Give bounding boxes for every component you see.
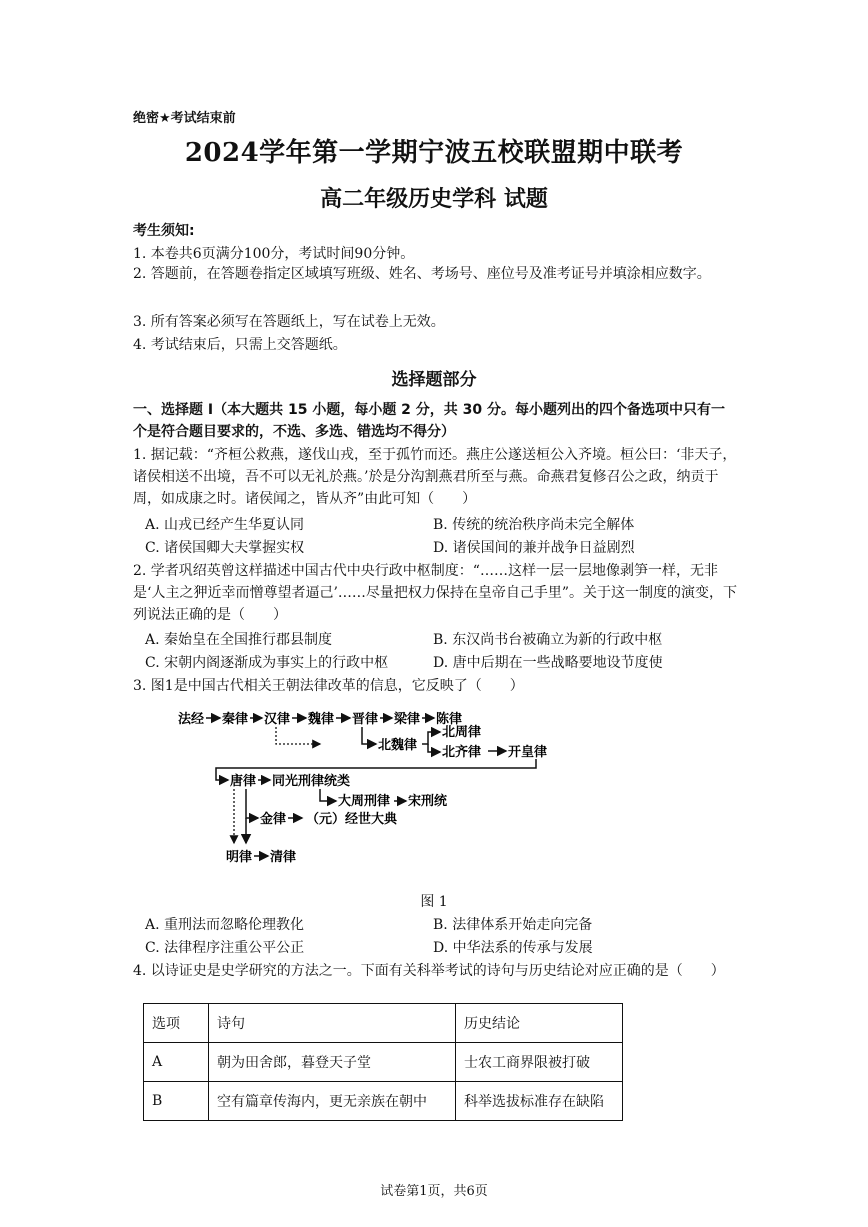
diagram-node-qin: 秦律: [222, 712, 249, 727]
table-header-row: [144, 1004, 623, 1043]
notice-item-1: 1. 本卷共6页满分100分，考试时间90分钟。: [133, 246, 415, 262]
question-2-option-c: C. 宋朝内阁逐渐成为事实上的行政中枢: [145, 655, 389, 671]
question-3-option-a: A. 重刑法而忽略伦理教化: [145, 917, 305, 933]
exam-subtitle: 高二年级历史学科 试题: [320, 186, 548, 212]
diagram-node-liang: 梁律: [394, 712, 421, 727]
table-header-cell: 选项: [144, 1004, 209, 1043]
question-4-table: [143, 1003, 623, 1121]
diagram-node-northern-zhou: 北周律: [442, 725, 482, 740]
table-cell: A: [144, 1043, 209, 1082]
table-row: [144, 1082, 623, 1121]
diagram-node-chen: 陈律: [436, 712, 463, 727]
diagram-node-fajing: 法经: [178, 712, 205, 727]
diagram-node-wei: 魏律: [308, 712, 335, 727]
question-3-option-b: B. 法律体系开始走向完备: [433, 917, 593, 933]
part-instructions: 一、选择题 I（本大题共 15 小题，每小题 2 分，共 30 分。每小题列出的四个备选项中只有一个是符合题目要求的，不选、多选、错选均不得分）: [133, 402, 726, 440]
question-1-option-b: B. 传统的统治秩序尚未完全解体: [433, 517, 635, 533]
question-4-stem: 4. 以诗证史是史学研究的方法之一。下面有关科举考试的诗句与历史结论对应正确的是（ ）: [133, 963, 725, 979]
confidential-mark: 绝密★考试结束前: [133, 111, 236, 126]
question-3-option-d: D. 中华法系的传承与发展: [433, 940, 593, 956]
diagram-node-jin: 晋律: [352, 712, 379, 727]
table-header-cell: 历史结论: [456, 1004, 623, 1043]
diagram-node-kaihuang: 开皇律: [508, 745, 548, 760]
diagram-node-dazhou: 大周刑律: [338, 794, 391, 809]
diagram-node-tang: 唐律: [230, 774, 257, 789]
page-footer: 试卷第1页，共6页: [380, 1184, 488, 1199]
question-2-option-d: D. 唐中后期在一些战略要地设节度使: [433, 655, 663, 671]
table-cell: 空有篇章传海内，更无亲族在朝中: [209, 1082, 456, 1121]
table-row: [144, 1043, 623, 1082]
diagram-node-northern-wei: 北魏律: [378, 738, 418, 753]
question-1-option-c: C. 诸侯国卿大夫掌握实权: [145, 540, 305, 556]
figure-caption: 图 1: [420, 894, 448, 910]
question-1-option-d: D. 诸侯国间的兼并战争日益剧烈: [433, 540, 635, 556]
diagram-node-northern-qi: 北齐律: [442, 745, 482, 760]
diagram-node-han: 汉律: [264, 712, 291, 727]
diagram-node-ming: 明律: [226, 850, 253, 865]
diagram-node-tongguang: 同光刑律统类: [272, 774, 351, 789]
table-cell: 朝为田舍郎，暮登天子堂: [209, 1043, 456, 1082]
question-2-stem: 2. 学者巩绍英曾这样描述中国古代中央行政中枢制度：“……这样一层一层地像剥笋一样，无非是‘人主之狎近幸而憎尊望者逼己’……尽量把权力保持在皇帝自己手里”。关于这一制度的演变，下列说法正确的是（ ）: [133, 563, 738, 623]
diagram-node-qing: 清律: [270, 850, 297, 865]
question-1-option-a: A. 山戎已经产生华夏认同: [145, 517, 305, 533]
notice-item-4: 4. 考试结束后，只需上交答题纸。: [133, 337, 347, 353]
notice-heading: 考生须知:: [133, 223, 195, 239]
table-cell: B: [144, 1082, 209, 1121]
notice-item-2: 2. 答题前，在答题卷指定区域填写班级、姓名、考场号、座位号及准考证号并填涂相应数字。: [133, 266, 711, 282]
question-2-option-a: A. 秦始皇在全国推行郡县制度: [145, 632, 333, 648]
diagram-node-jin-law: 金律: [260, 812, 287, 827]
law-reform-diagram: [170, 705, 590, 875]
table-cell: 科举选拔标准存在缺陷: [456, 1082, 623, 1121]
question-3-stem: 3. 图1是中国古代相关王朝法律改革的信息，它反映了（ ）: [133, 678, 524, 694]
table-header-cell: 诗句: [209, 1004, 456, 1043]
question-1-stem: 1. 据记载：“齐桓公救燕，遂伐山戎，至于孤竹而还。燕庄公遂送桓公入齐境。桓公曰：‘非天子，诸侯相送不出境，吾不可以无礼於燕。’於是分沟割燕君所至与燕。命燕君复修召公之政，纳贡于周，如成康之时。诸侯闻之，皆从齐”由此可知（ ）: [133, 447, 737, 507]
notice-item-3: 3. 所有答案必须写在答题纸上，写在试卷上无效。: [133, 314, 445, 330]
table-cell: 士农工商界限被打破: [456, 1043, 623, 1082]
diagram-node-song: 宋刑统: [408, 794, 448, 809]
question-3-option-c: C. 法律程序注重公平公正: [145, 940, 305, 956]
question-2-option-b: B. 东汉尚书台被确立为新的行政中枢: [433, 632, 663, 648]
diagram-node-yuan: （元）经世大典: [306, 812, 398, 827]
section-title: 选择题部分: [391, 370, 477, 390]
exam-title: 2024学年第一学期宁波五校联盟期中联考: [184, 138, 684, 168]
